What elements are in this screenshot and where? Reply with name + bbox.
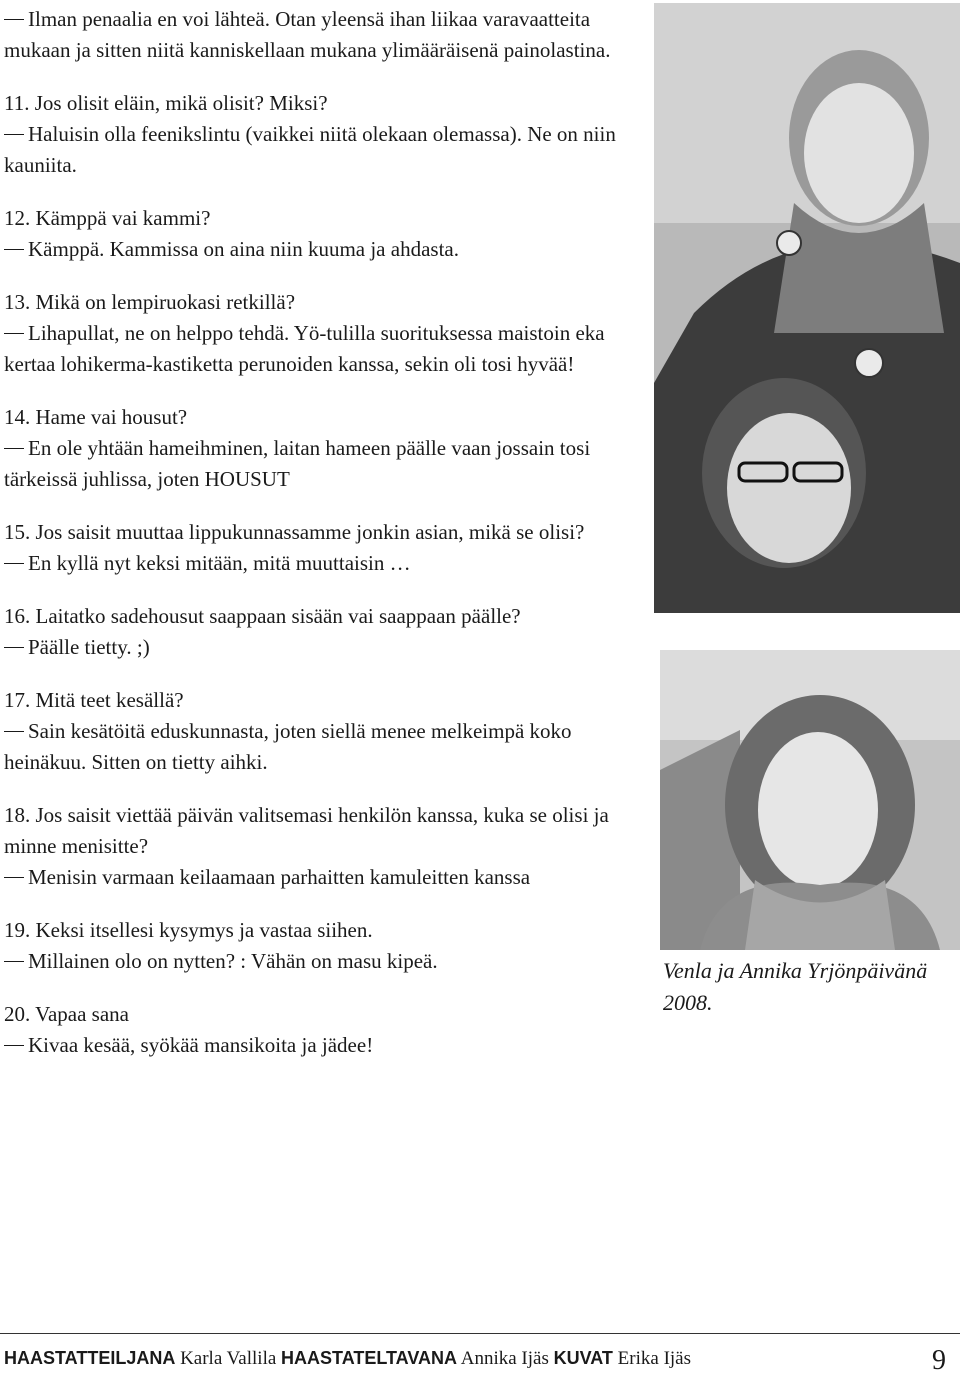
qa-block-17 — [4, 685, 649, 778]
answer: Lihapullat, ne on helppo tehdä. Yö-tulilla suorituksessa maistoin eka kertaa lohikerma-kastiketta perunoiden kanssa, sekin oli tosi hyvää! — [4, 321, 605, 376]
footer-divider — [0, 1333, 960, 1334]
answer: Menisin varmaan keilaamaan parhaitten kamuleitten kanssa — [4, 862, 649, 893]
photo-girl-with-scarf-illustration — [660, 650, 960, 950]
photo-two-girls-illustration — [654, 3, 960, 613]
photo-two-girls — [654, 3, 960, 613]
question: 20. Vapaa sana — [4, 1002, 129, 1026]
qa-block-20 — [4, 999, 649, 1061]
question: 17. Mitä teet kesällä? — [4, 688, 184, 712]
credits — [4, 1348, 691, 1370]
question: 16. Laitatko sadehousut saappaan sisään vai saappaan päälle? — [4, 604, 521, 628]
answer: Ilman penaalia en voi lähteä. Otan yleensä ihan liikaa varavaatteita mukaan ja sitten niitä kanniskellaan mukana ylimääräisenä painolastina. — [4, 7, 611, 62]
interviewee-label: HAASTATELTAVANA — [281, 1348, 458, 1368]
qa-block-11 — [4, 88, 649, 181]
qa-block-14 — [4, 402, 649, 495]
qa-block-10 — [4, 4, 649, 66]
question: 19. Keksi itsellesi kysymys ja vastaa siihen. — [4, 918, 373, 942]
qa-block-15 — [4, 517, 649, 579]
interviewee-name: Annika Ijäs — [460, 1348, 549, 1369]
question: 11. Jos olisit eläin, mikä olisit? Miksi? — [4, 91, 328, 115]
photos-label: KUVAT — [553, 1348, 613, 1368]
question: 18. Jos saisit viettää päivän valitsemasi henkilön kanssa, kuka se olisi ja minne menisitte? — [4, 803, 609, 858]
question: 15. Jos saisit muuttaa lippukunnassamme jonkin asian, mikä se olisi? — [4, 520, 585, 544]
photographer-name: Erika Ijäs — [617, 1348, 691, 1369]
answer: Haluisin olla feenikslintu (vaikkei niitä olekaan olemassa). Ne on niin kauniita. — [4, 122, 616, 177]
photo-caption: Venla ja Annika Yrjönpäivänä 2008. — [663, 958, 928, 1015]
answer: Sain kesätöitä eduskunnasta, joten siellä menee melkeimpä koko heinäkuu. Sitten on tietty aihki. — [4, 719, 572, 774]
answer: Päälle tietty. ;) — [4, 632, 649, 663]
page-number: 9 — [932, 1345, 946, 1376]
answer: Millainen olo on nytten? : Vähän on masu kipeä. — [4, 946, 649, 977]
interviewer-label: HAASTATTEILJANA — [4, 1348, 176, 1368]
photo-girl-with-scarf — [660, 650, 960, 950]
question: 12. Kämppä vai kammi? — [4, 206, 211, 230]
qa-block-13 — [4, 287, 649, 380]
qa-block-18 — [4, 800, 649, 893]
answer: En ole yhtään hameihminen, laitan hameen päälle vaan jossain tosi tärkeissä juhlissa, joten HOUSUT — [4, 436, 591, 491]
qa-block-16 — [4, 601, 649, 663]
answer: Kivaa kesää, syökää mansikoita ja jädee! — [4, 1030, 649, 1061]
qa-block-12 — [4, 203, 649, 265]
answer: En kyllä nyt keksi mitään, mitä muuttaisin … — [4, 548, 649, 579]
question: 13. Mikä on lempiruokasi retkillä? — [4, 290, 296, 314]
qa-block-19 — [4, 915, 649, 977]
question: 14. Hame vai housut? — [4, 405, 188, 429]
interviewer-name: Karla Vallila — [180, 1348, 277, 1369]
interview-column — [4, 4, 649, 1083]
answer: Kämppä. Kammissa on aina niin kuuma ja ahdasta. — [4, 234, 649, 265]
